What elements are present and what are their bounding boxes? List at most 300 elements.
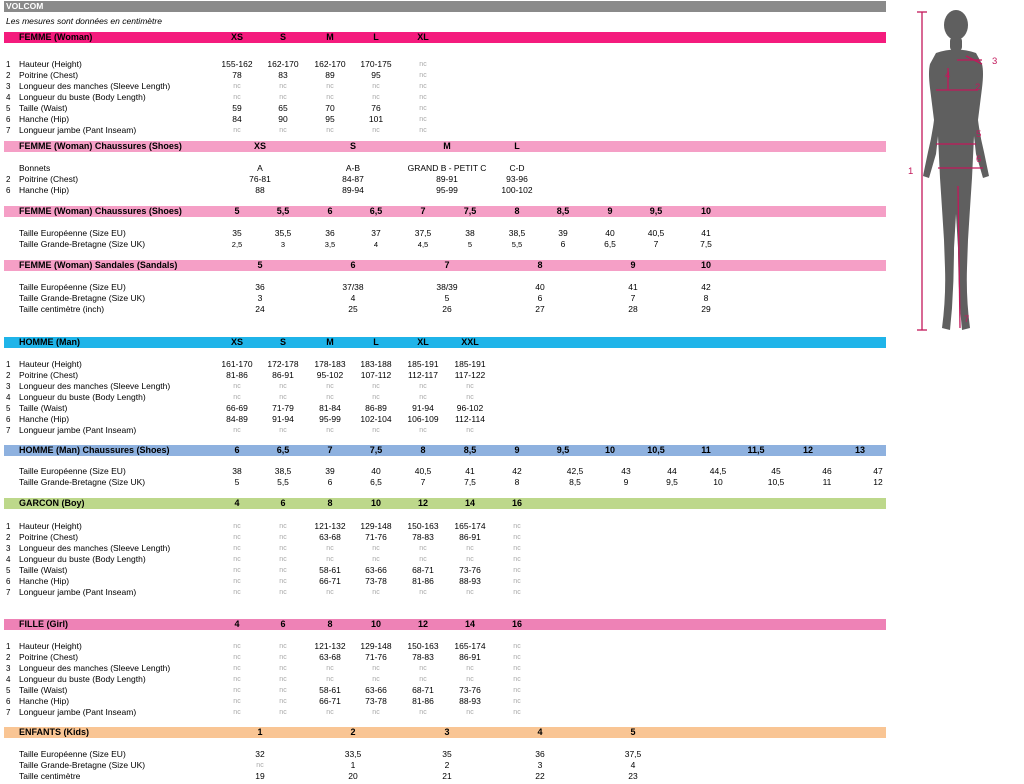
measurement-label: Longueur des manches (Sleeve Length) — [19, 81, 171, 91]
table-cell: 81-84 — [319, 403, 341, 413]
section-title: FEMME (Woman) — [19, 32, 93, 42]
measurement-label: Poitrine (Chest) — [19, 370, 79, 380]
table-cell: 38 — [232, 466, 242, 476]
measurement-number: 4 — [6, 93, 11, 102]
table-cell: 58-61 — [319, 685, 341, 695]
size-column-header: XXL — [461, 337, 479, 347]
table-row — [0, 554, 900, 565]
table-cell: nc — [233, 567, 241, 574]
table-cell: nc — [233, 709, 241, 716]
table-row — [0, 239, 900, 250]
section-header-femme — [4, 32, 886, 43]
table-cell: 11 — [822, 477, 832, 487]
measurement-number: 6 — [6, 115, 11, 124]
brand-title: VOLCOM — [6, 1, 44, 11]
table-cell: 170-175 — [360, 59, 392, 69]
table-cell: 8 — [514, 477, 520, 487]
measurement-number: 6 — [6, 577, 11, 586]
table-cell: 91-94 — [412, 403, 434, 413]
measurement-label: Hanche (Hip) — [19, 414, 70, 424]
table-cell: 4,5 — [417, 240, 429, 249]
measurement-number: 3 — [6, 382, 11, 391]
table-cell: nc — [419, 116, 427, 123]
measurement-number: 2 — [6, 71, 11, 80]
table-cell: 35,5 — [274, 228, 292, 238]
measurement-label: Taille Grande-Bretagne (Size UK) — [19, 477, 146, 487]
measurement-label: Taille Grande-Bretagne (Size UK) — [19, 760, 146, 770]
size-column-header: M — [326, 337, 334, 347]
table-row — [0, 114, 900, 125]
size-column-header: XS — [253, 141, 267, 151]
body-measurement-figure — [900, 8, 1020, 342]
figure-label-1: 1 — [908, 166, 914, 177]
table-cell: nc — [233, 665, 241, 672]
table-cell: 7,5 — [464, 477, 476, 487]
table-cell: nc — [419, 72, 427, 79]
table-cell: 29 — [701, 304, 711, 314]
table-cell: 40,5 — [414, 466, 432, 476]
size-column-header: 7 — [444, 260, 450, 270]
table-cell: nc — [279, 654, 287, 661]
table-cell: 7,5 — [700, 239, 712, 249]
table-cell: nc — [419, 61, 427, 68]
table-cell: 46 — [822, 466, 832, 476]
figure-label-6: 6 — [976, 154, 982, 165]
size-column-header: 6 — [280, 498, 286, 508]
table-cell: 27 — [535, 304, 545, 314]
table-cell: 40 — [535, 282, 545, 292]
table-cell: 6 — [537, 293, 543, 303]
measurement-number: 3 — [6, 664, 11, 673]
measurement-label: Hanche (Hip) — [19, 576, 70, 586]
figure-label-3: 3 — [992, 56, 998, 67]
table-cell: 71-76 — [365, 532, 387, 542]
measurement-label: Longueur jambe (Pant Inseam) — [19, 707, 137, 717]
section-title: FEMME (Woman) Sandales (Sandals) — [19, 260, 178, 270]
table-cell: 185-191 — [407, 359, 439, 369]
measurement-number: 7 — [6, 588, 11, 597]
size-column-header: XS — [230, 337, 244, 347]
section-header-enfants — [4, 727, 886, 738]
table-cell: nc — [513, 698, 521, 705]
table-cell: nc — [419, 83, 427, 90]
table-cell: 86-91 — [459, 652, 481, 662]
table-cell: nc — [279, 127, 287, 134]
size-column-header: 6 — [234, 445, 240, 455]
measurement-label: Poitrine (Chest) — [19, 532, 79, 542]
section-title: GARCON (Boy) — [19, 498, 85, 508]
measurement-number: 7 — [6, 426, 11, 435]
table-cell: 95-102 — [316, 370, 344, 380]
table-row — [0, 641, 900, 652]
table-cell: 21 — [442, 771, 452, 781]
table-cell: nc — [233, 643, 241, 650]
measurement-label: Hanche (Hip) — [19, 696, 70, 706]
table-cell: nc — [513, 545, 521, 552]
size-column-header: 5 — [257, 260, 263, 270]
table-cell: nc — [233, 556, 241, 563]
table-cell: 23 — [628, 771, 638, 781]
table-cell: 78-83 — [412, 532, 434, 542]
size-column-header: M — [326, 32, 334, 42]
table-cell: 5 — [467, 240, 473, 249]
table-cell: nc — [513, 665, 521, 672]
table-cell: 3 — [257, 293, 263, 303]
table-cell: nc — [256, 762, 264, 769]
table-cell: 6 — [560, 239, 566, 249]
table-cell: 38/39 — [436, 282, 458, 292]
table-cell: nc — [419, 383, 427, 390]
table-row — [0, 228, 900, 239]
table-cell: nc — [233, 394, 241, 401]
size-column-header: 6,5 — [369, 206, 383, 216]
measurement-number: 6 — [6, 697, 11, 706]
table-cell: nc — [513, 578, 521, 585]
size-column-header: 9,5 — [556, 445, 570, 455]
measurement-label: Taille Grande-Bretagne (Size UK) — [19, 293, 146, 303]
table-cell: nc — [233, 127, 241, 134]
table-cell: 76 — [371, 103, 381, 113]
table-cell: nc — [372, 545, 380, 552]
size-column-header: 9 — [607, 206, 613, 216]
table-cell: 26 — [442, 304, 452, 314]
table-cell: nc — [372, 427, 380, 434]
measurement-label: Taille centimètre (inch) — [19, 304, 105, 314]
table-cell: 3 — [280, 240, 286, 249]
size-column-header: 6 — [350, 260, 356, 270]
table-cell: 68-71 — [412, 565, 434, 575]
brand-bar — [4, 1, 886, 12]
table-cell: 5 — [444, 293, 450, 303]
size-column-header: 12 — [417, 619, 429, 629]
table-cell: nc — [279, 94, 287, 101]
table-row — [0, 59, 900, 70]
table-row — [0, 70, 900, 81]
measurement-label: Longueur jambe (Pant Inseam) — [19, 587, 137, 597]
table-cell: 22 — [535, 771, 545, 781]
table-cell: nc — [513, 589, 521, 596]
section-title: FEMME (Woman) Chaussures (Shoes) — [19, 141, 182, 151]
table-cell: 81-86 — [226, 370, 248, 380]
measurement-label: Poitrine (Chest) — [19, 70, 79, 80]
table-cell: 37 — [371, 228, 381, 238]
table-cell: 91-94 — [272, 414, 294, 424]
table-cell: nc — [466, 394, 474, 401]
table-cell: 35 — [442, 749, 452, 759]
table-row — [0, 304, 900, 315]
table-cell: 41 — [628, 282, 638, 292]
measurement-note: Les mesures sont données en centimètre — [6, 16, 162, 26]
table-cell: nc — [419, 94, 427, 101]
table-cell: 38,5 — [508, 228, 526, 238]
table-cell: 40,5 — [647, 228, 665, 238]
table-cell: nc — [326, 665, 334, 672]
measurement-label: Longueur du buste (Body Length) — [19, 674, 146, 684]
measurement-label: Taille Européenne (Size EU) — [19, 749, 126, 759]
table-row — [0, 576, 900, 587]
measurement-number: 5 — [6, 404, 11, 413]
table-cell: 5 — [234, 477, 240, 487]
table-cell: nc — [513, 709, 521, 716]
table-cell: nc — [419, 665, 427, 672]
table-cell: 1 — [350, 760, 356, 770]
table-row — [0, 587, 900, 598]
table-cell: nc — [279, 709, 287, 716]
table-cell: 96-102 — [456, 403, 484, 413]
measurement-number: 1 — [6, 522, 11, 531]
table-cell: 39 — [325, 466, 335, 476]
table-cell: 28 — [628, 304, 638, 314]
table-cell: nc — [419, 709, 427, 716]
table-cell: 84-87 — [342, 174, 364, 184]
table-row — [0, 174, 900, 185]
size-column-header: 9 — [630, 260, 636, 270]
measurement-number: 3 — [6, 544, 11, 553]
table-cell: nc — [279, 83, 287, 90]
table-cell: 19 — [255, 771, 265, 781]
table-cell: 45 — [771, 466, 781, 476]
size-column-header: 2 — [350, 727, 356, 737]
size-column-header: 5,5 — [276, 206, 290, 216]
size-column-header: 6,5 — [276, 445, 290, 455]
table-cell: 86-91 — [459, 532, 481, 542]
table-cell: 129-148 — [360, 521, 392, 531]
table-cell: 100-102 — [501, 185, 533, 195]
table-cell: 102-104 — [360, 414, 392, 424]
table-cell: nc — [279, 676, 287, 683]
table-cell: 66-71 — [319, 696, 341, 706]
measurement-label: Longueur du buste (Body Length) — [19, 92, 146, 102]
size-column-header: 12 — [417, 498, 429, 508]
table-cell: 185-191 — [454, 359, 486, 369]
figure-label-2: 2 — [975, 82, 981, 93]
table-cell: A-B — [345, 163, 361, 173]
size-column-header: S — [279, 32, 287, 42]
table-cell: 88 — [255, 185, 265, 195]
table-row — [0, 477, 900, 488]
table-cell: 165-174 — [454, 641, 486, 651]
section-title: FILLE (Girl) — [19, 619, 68, 629]
table-cell: 38,5 — [274, 466, 292, 476]
measurement-number: 6 — [6, 415, 11, 424]
table-cell: 88-93 — [459, 576, 481, 586]
table-cell: 78-83 — [412, 652, 434, 662]
table-cell: nc — [513, 676, 521, 683]
table-cell: nc — [279, 534, 287, 541]
measurement-label: Taille Européenne (Size EU) — [19, 228, 126, 238]
size-column-header: 10 — [370, 619, 382, 629]
size-column-header: 4 — [537, 727, 543, 737]
table-cell: 32 — [255, 749, 265, 759]
section-header-garcon — [4, 498, 886, 509]
table-cell: 42,5 — [566, 466, 584, 476]
table-cell: 129-148 — [360, 641, 392, 651]
table-row — [0, 543, 900, 554]
size-column-header: 16 — [511, 498, 523, 508]
size-column-header: 5 — [234, 206, 240, 216]
table-cell: 4 — [373, 240, 379, 249]
table-row — [0, 125, 900, 136]
table-cell: 81-86 — [412, 576, 434, 586]
table-cell: GRAND B - PETIT C — [407, 163, 487, 173]
table-cell: nc — [466, 545, 474, 552]
table-row — [0, 370, 900, 381]
table-cell: 76-81 — [249, 174, 271, 184]
table-cell: 37,5 — [414, 228, 432, 238]
table-cell: 36 — [535, 749, 545, 759]
table-cell: 5,5 — [277, 477, 289, 487]
table-cell: nc — [372, 383, 380, 390]
size-column-header: 12 — [802, 445, 814, 455]
table-cell: 71-79 — [272, 403, 294, 413]
table-cell: nc — [326, 545, 334, 552]
table-row — [0, 392, 900, 403]
table-cell: 71-76 — [365, 652, 387, 662]
table-cell: 83 — [278, 70, 288, 80]
table-cell: 63-68 — [319, 532, 341, 542]
size-column-header: 4 — [234, 498, 240, 508]
table-cell: nc — [513, 567, 521, 574]
table-cell: 73-76 — [459, 565, 481, 575]
table-row — [0, 425, 900, 436]
table-cell: 63-68 — [319, 652, 341, 662]
table-cell: nc — [279, 665, 287, 672]
size-column-header: 8 — [420, 445, 426, 455]
table-cell: nc — [279, 567, 287, 574]
table-cell: nc — [326, 394, 334, 401]
table-cell: nc — [466, 665, 474, 672]
table-cell: nc — [513, 643, 521, 650]
size-column-header: L — [373, 337, 379, 347]
measurement-number: 2 — [6, 371, 11, 380]
table-cell: 37/38 — [342, 282, 364, 292]
table-cell: nc — [326, 127, 334, 134]
table-cell: 58-61 — [319, 565, 341, 575]
table-cell: 89 — [325, 70, 335, 80]
table-cell: 112-117 — [408, 370, 438, 380]
table-cell: 88-93 — [459, 696, 481, 706]
table-row — [0, 381, 900, 392]
table-cell: 20 — [348, 771, 358, 781]
table-cell: nc — [233, 427, 241, 434]
measurement-label: Hauteur (Height) — [19, 521, 82, 531]
table-cell: nc — [233, 654, 241, 661]
table-cell: 89-91 — [436, 174, 458, 184]
table-cell: 7 — [630, 293, 636, 303]
measurement-number: 1 — [6, 60, 11, 69]
table-cell: 65 — [278, 103, 288, 113]
table-cell: nc — [372, 556, 380, 563]
size-column-header: 8 — [514, 206, 520, 216]
table-row — [0, 760, 900, 771]
measurement-number: 5 — [6, 566, 11, 575]
table-cell: 43 — [621, 466, 631, 476]
size-column-header: 9 — [514, 445, 520, 455]
figure-label-4: 4 — [945, 70, 951, 81]
table-cell: 161-170 — [221, 359, 253, 369]
table-cell: nc — [326, 676, 334, 683]
table-cell: 47 — [873, 466, 883, 476]
table-cell: nc — [233, 523, 241, 530]
table-cell: nc — [419, 394, 427, 401]
table-cell: nc — [326, 556, 334, 563]
table-row — [0, 103, 900, 114]
table-cell: nc — [279, 523, 287, 530]
size-column-header: 10 — [700, 260, 712, 270]
table-cell: 155-162 — [221, 59, 253, 69]
section-header-femme-bra — [4, 141, 886, 152]
size-column-header: 8 — [327, 498, 333, 508]
table-cell: 39 — [558, 228, 568, 238]
table-cell: 95-99 — [319, 414, 341, 424]
table-cell: 40 — [371, 466, 381, 476]
size-column-header: 8 — [537, 260, 543, 270]
measurement-label: Longueur des manches (Sleeve Length) — [19, 381, 171, 391]
table-cell: nc — [279, 687, 287, 694]
table-cell: nc — [233, 383, 241, 390]
table-cell: 66-69 — [226, 403, 248, 413]
table-cell: 24 — [255, 304, 265, 314]
section-title: HOMME (Man) — [19, 337, 80, 347]
size-column-header: 1 — [257, 727, 263, 737]
size-column-header: 11 — [701, 445, 711, 455]
table-cell: 37,5 — [624, 749, 642, 759]
measurement-number: 5 — [6, 686, 11, 695]
measurement-label: Longueur jambe (Pant Inseam) — [19, 125, 137, 135]
table-cell: nc — [372, 665, 380, 672]
table-cell: nc — [419, 556, 427, 563]
table-cell: 25 — [348, 304, 358, 314]
table-cell: 44 — [667, 466, 677, 476]
table-cell: 121-132 — [314, 641, 346, 651]
table-cell: 6,5 — [370, 477, 382, 487]
size-column-header: 8 — [327, 619, 333, 629]
measurement-label: Longueur des manches (Sleeve Length) — [19, 543, 171, 553]
table-cell: 9 — [623, 477, 629, 487]
table-row — [0, 652, 900, 663]
table-cell: nc — [466, 709, 474, 716]
table-cell: nc — [372, 127, 380, 134]
table-cell: 41 — [465, 466, 475, 476]
table-cell: 107-112 — [360, 370, 392, 380]
table-cell: nc — [372, 94, 380, 101]
measurement-number: 7 — [6, 126, 11, 135]
table-row — [0, 707, 900, 718]
table-cell: 162-170 — [314, 59, 346, 69]
table-cell: 63-66 — [365, 685, 387, 695]
size-column-header: L — [373, 32, 379, 42]
table-cell: C-D — [509, 163, 525, 173]
table-row — [0, 282, 900, 293]
table-row — [0, 185, 900, 196]
table-cell: nc — [513, 534, 521, 541]
table-cell: 121-132 — [314, 521, 346, 531]
table-cell: 2,5 — [231, 240, 243, 249]
table-cell: nc — [233, 83, 241, 90]
measurement-label: Longueur des manches (Sleeve Length) — [19, 663, 171, 673]
table-row — [0, 293, 900, 304]
table-cell: 12 — [873, 477, 883, 487]
section-header-fille — [4, 619, 886, 630]
measurement-label: Hauteur (Height) — [19, 59, 82, 69]
measurement-label: Taille (Waist) — [19, 103, 68, 113]
table-cell: nc — [233, 687, 241, 694]
table-cell: 44,5 — [709, 466, 727, 476]
size-column-header: 3 — [444, 727, 450, 737]
table-cell: 95-99 — [436, 185, 458, 195]
measurement-number: 2 — [6, 175, 11, 184]
table-cell: nc — [419, 676, 427, 683]
